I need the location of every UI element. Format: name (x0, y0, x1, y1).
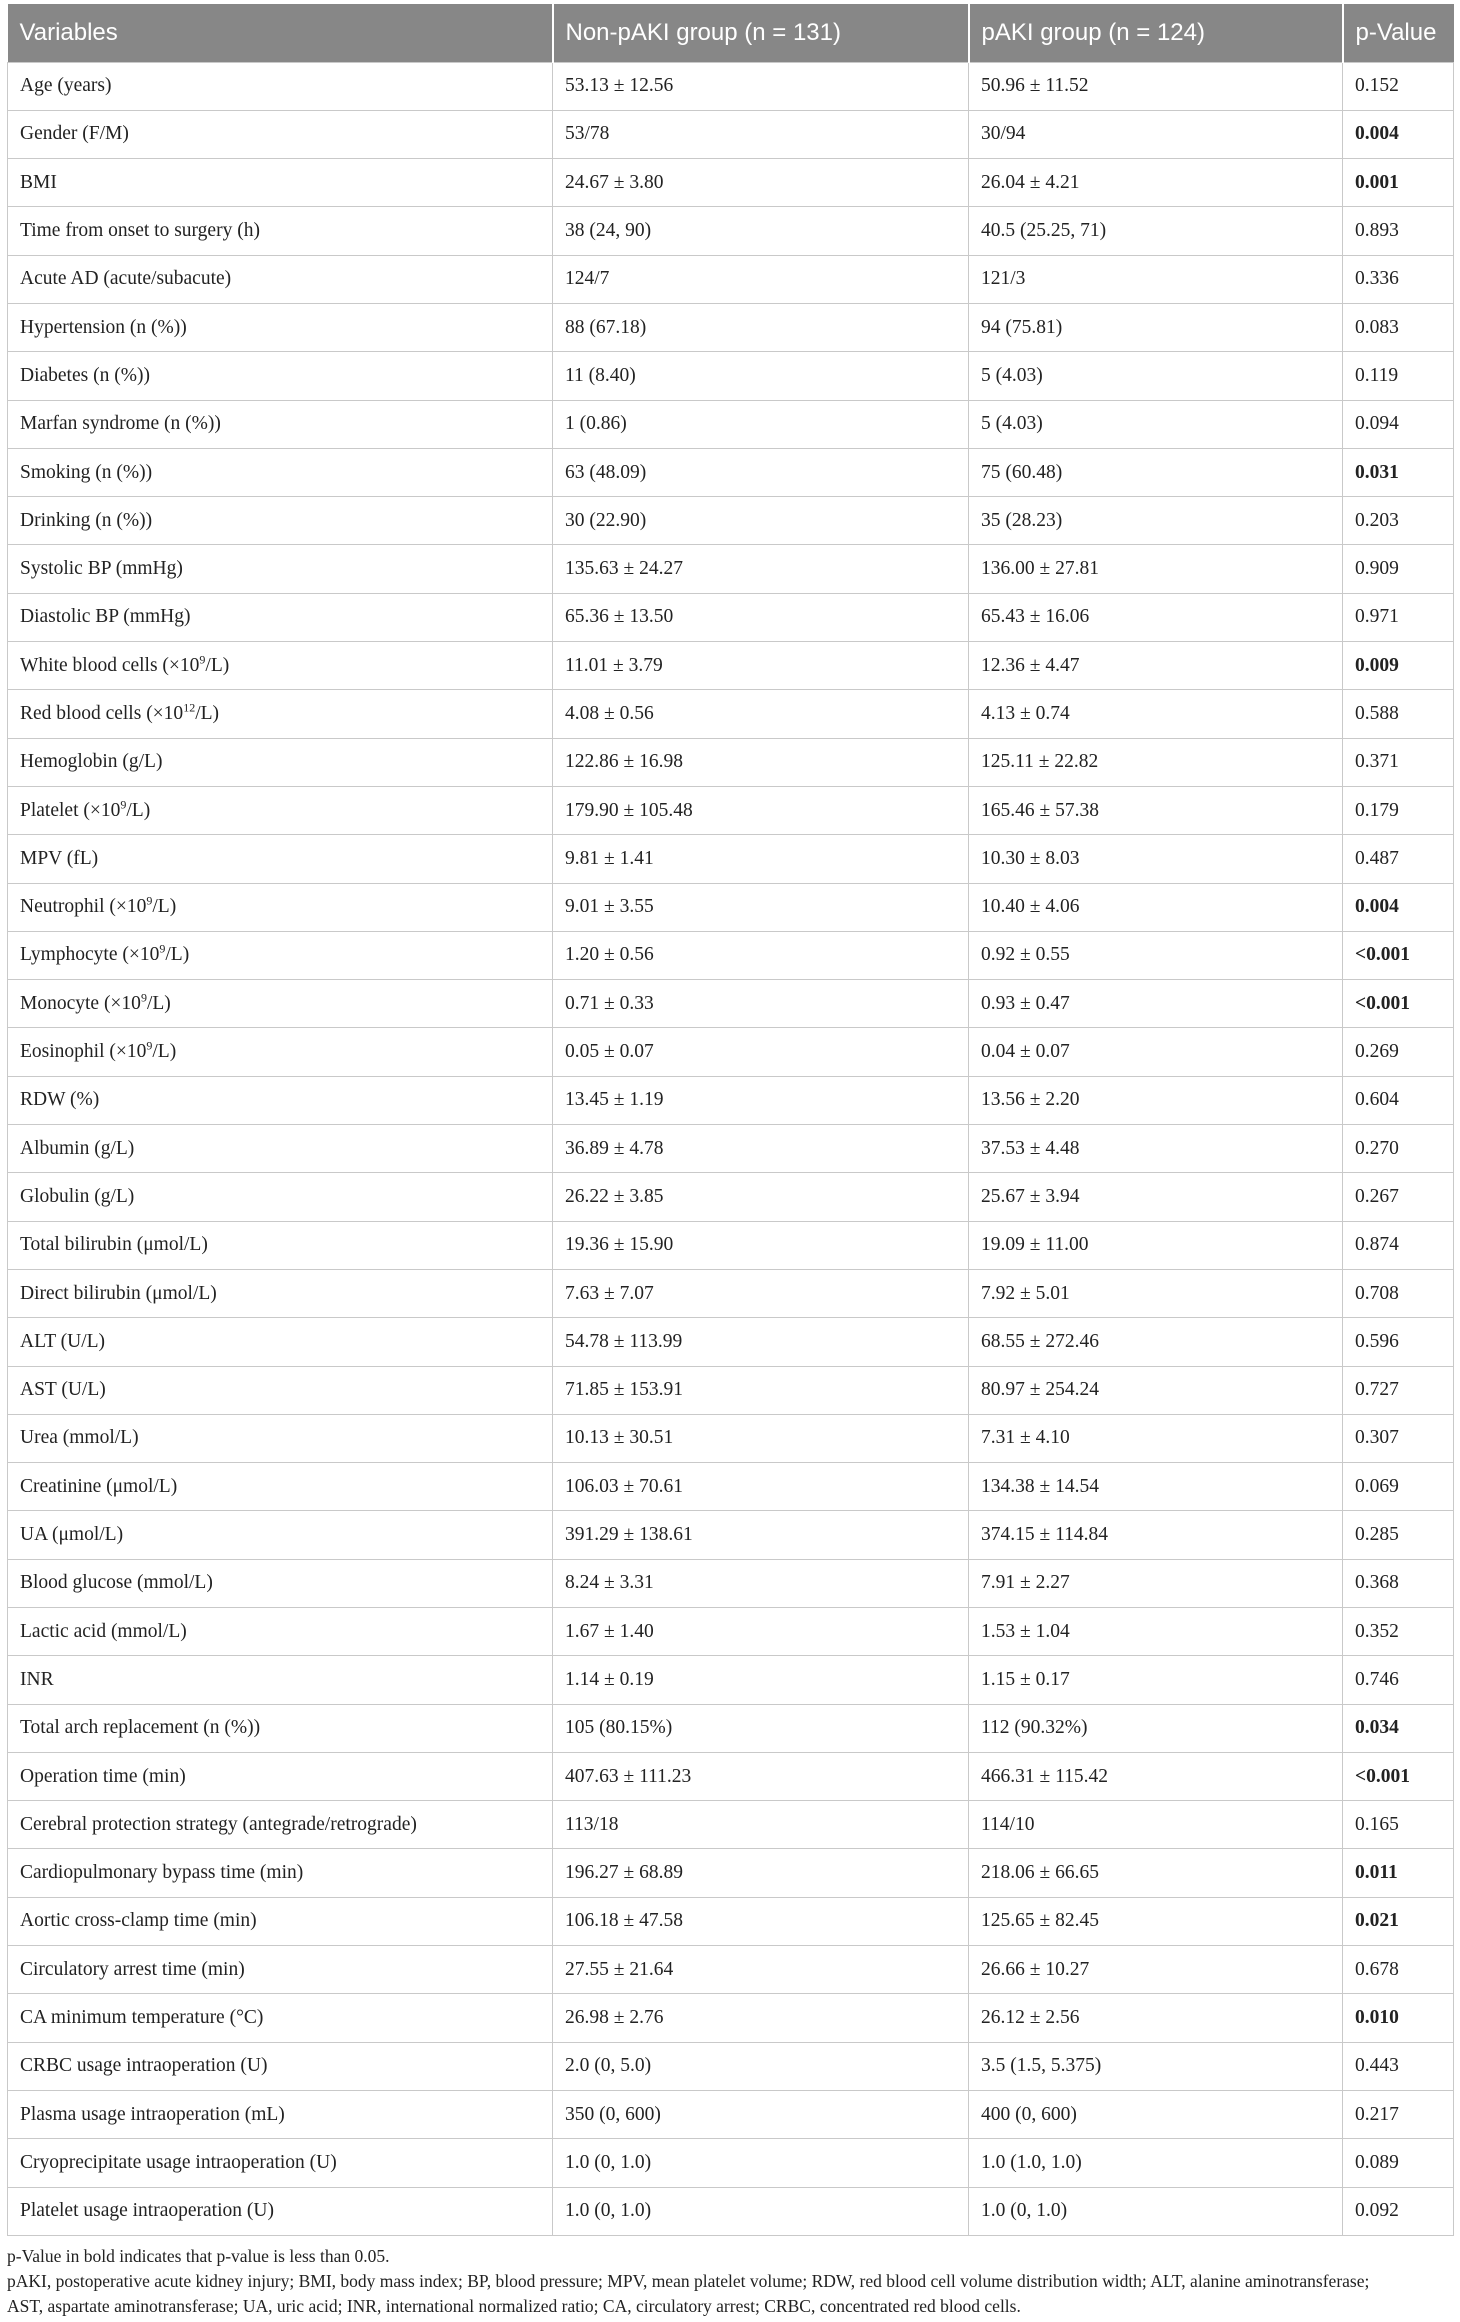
variable-cell (8, 1801, 553, 1849)
p-value: 0.893 (1343, 207, 1454, 255)
pAKI-value: 125.65 ± 82.45 (969, 1897, 1343, 1945)
variable-cell (8, 642, 553, 690)
pAKI-value: 7.92 ± 5.01 (969, 1269, 1343, 1317)
variable-label: Marfan syndrome (n (%)) (20, 413, 221, 435)
non-pAKI-value: 135.63 ± 24.27 (553, 545, 969, 593)
variable-label: Operation time (min) (20, 1765, 186, 1787)
variable-label: Gender (F/M) (20, 123, 129, 145)
variable-label: Cryoprecipitate usage intraoperation (U) (20, 2151, 337, 2173)
variable-unit: /L) (146, 992, 171, 1014)
p-value: 0.270 (1343, 1125, 1454, 1173)
p-value: 0.269 (1343, 1028, 1454, 1076)
pAKI-value: 68.55 ± 272.46 (969, 1318, 1343, 1366)
table-row (8, 2139, 1454, 2187)
table-row (8, 1028, 1454, 1076)
pAKI-value: 35 (28.23) (969, 497, 1343, 545)
pAKI-value: 94 (75.81) (969, 303, 1343, 351)
p-value: 0.004 (1343, 883, 1454, 931)
table-row (8, 1704, 1454, 1752)
non-pAKI-value: 1.14 ± 0.19 (553, 1656, 969, 1704)
variable-cell (8, 1897, 553, 1945)
p-value: 0.678 (1343, 1946, 1454, 1994)
p-value: 0.069 (1343, 1463, 1454, 1511)
variable-cell (8, 1125, 553, 1173)
variable-cell (8, 593, 553, 641)
non-pAKI-value: 196.27 ± 68.89 (553, 1849, 969, 1897)
pAKI-value: 26.04 ± 4.21 (969, 159, 1343, 207)
non-pAKI-value: 30 (22.90) (553, 497, 969, 545)
variable-unit: /L) (195, 703, 220, 724)
p-value: 0.285 (1343, 1511, 1454, 1559)
variable-cell (8, 303, 553, 351)
pAKI-value: 5 (4.03) (969, 352, 1343, 400)
variable-exponent: 9 (120, 797, 127, 812)
table-row (8, 931, 1454, 979)
non-pAKI-value: 71.85 ± 153.91 (553, 1366, 969, 1414)
non-pAKI-value: 106.18 ± 47.58 (553, 1897, 969, 1945)
variable-label: Eosinophil (×10 (20, 1041, 147, 1063)
table-row (8, 1463, 1454, 1511)
pAKI-value: 37.53 ± 4.48 (969, 1125, 1343, 1173)
table-row (8, 835, 1454, 883)
variable-cell (8, 207, 553, 255)
header-variables: Variables (8, 4, 553, 62)
variable-exponent: 9 (140, 990, 147, 1005)
table-row (8, 1414, 1454, 1462)
variable-label: Total arch replacement (n (%)) (20, 1717, 261, 1739)
pAKI-value: 374.15 ± 114.84 (969, 1511, 1343, 1559)
variable-cell (8, 2042, 553, 2090)
variable-label: Total bilirubin (μmol/L) (20, 1234, 208, 1256)
pAKI-value: 400 (0, 600) (969, 2090, 1343, 2138)
pAKI-value: 1.53 ± 1.04 (969, 1608, 1343, 1656)
variable-cell (8, 1752, 553, 1800)
variable-cell (8, 1511, 553, 1559)
pAKI-value: 218.06 ± 66.65 (969, 1849, 1343, 1897)
pAKI-value: 80.97 ± 254.24 (969, 1366, 1343, 1414)
variable-cell (8, 1221, 553, 1269)
variable-label: Direct bilirubin (μmol/L) (20, 1282, 217, 1304)
table-row (8, 1608, 1454, 1656)
p-value: <0.001 (1343, 980, 1454, 1028)
pAKI-value: 12.36 ± 4.47 (969, 642, 1343, 690)
table-row (8, 448, 1454, 496)
variable-cell (8, 1076, 553, 1124)
p-value: <0.001 (1343, 1752, 1454, 1800)
non-pAKI-value: 391.29 ± 138.61 (553, 1511, 969, 1559)
non-pAKI-value: 4.08 ± 0.56 (553, 690, 969, 738)
pAKI-value: 10.40 ± 4.06 (969, 883, 1343, 931)
non-pAKI-value: 407.63 ± 111.23 (553, 1752, 969, 1800)
characteristics-table (7, 4, 1454, 2236)
p-value: 0.011 (1343, 1849, 1454, 1897)
variable-cell (8, 159, 553, 207)
p-value: 0.596 (1343, 1318, 1454, 1366)
variable-label: BMI (20, 171, 57, 193)
pAKI-value: 65.43 ± 16.06 (969, 593, 1343, 641)
variable-exponent: 9 (159, 941, 166, 956)
variable-label: Red blood cells (×10 (20, 703, 184, 724)
table-row (8, 690, 1454, 738)
p-value: 0.443 (1343, 2042, 1454, 2090)
pAKI-value: 75 (60.48) (969, 448, 1343, 496)
variable-label: Lactic acid (mmol/L) (20, 1620, 187, 1642)
variable-label: Aortic cross-clamp time (min) (20, 1910, 257, 1932)
non-pAKI-value: 7.63 ± 7.07 (553, 1269, 969, 1317)
p-value: 0.089 (1343, 2139, 1454, 2187)
variable-cell (8, 1946, 553, 1994)
pAKI-value: 1.0 (0, 1.0) (969, 2187, 1343, 2235)
p-value: 0.094 (1343, 400, 1454, 448)
variable-cell (8, 1269, 553, 1317)
variable-unit: /L) (205, 654, 230, 676)
table-footnotes (7, 2244, 1453, 2319)
p-value: 0.217 (1343, 2090, 1454, 2138)
variable-label: UA (μmol/L) (20, 1524, 124, 1546)
p-value: 0.092 (1343, 2187, 1454, 2235)
table-row (8, 1559, 1454, 1607)
variable-cell (8, 738, 553, 786)
variable-unit: /L) (126, 799, 151, 821)
p-value: 0.165 (1343, 1801, 1454, 1849)
variable-cell (8, 1608, 553, 1656)
variable-label: MPV (fL) (20, 847, 99, 869)
pAKI-value: 3.5 (1.5, 5.375) (969, 2042, 1343, 2090)
p-value: 0.009 (1343, 642, 1454, 690)
variable-label: Platelet (×10 (20, 799, 121, 821)
variable-cell (8, 1366, 553, 1414)
table-row (8, 1897, 1454, 1945)
table-row (8, 159, 1454, 207)
variable-cell (8, 110, 553, 158)
table-row (8, 110, 1454, 158)
non-pAKI-value: 24.67 ± 3.80 (553, 159, 969, 207)
variable-cell (8, 1849, 553, 1897)
pAKI-value: 136.00 ± 27.81 (969, 545, 1343, 593)
table-row (8, 1946, 1454, 1994)
variable-cell (8, 1463, 553, 1511)
pAKI-value: 121/3 (969, 255, 1343, 303)
variable-label: Drinking (n (%)) (20, 509, 153, 531)
p-value: 0.336 (1343, 255, 1454, 303)
non-pAKI-value: 10.13 ± 30.51 (553, 1414, 969, 1462)
pAKI-value: 26.66 ± 10.27 (969, 1946, 1343, 1994)
table-row (8, 1849, 1454, 1897)
table-row (8, 255, 1454, 303)
variable-label: Creatinine (μmol/L) (20, 1475, 178, 1497)
non-pAKI-value: 36.89 ± 4.78 (553, 1125, 969, 1173)
variable-cell (8, 931, 553, 979)
variable-label: Monocyte (×10 (20, 992, 141, 1014)
variable-cell (8, 1173, 553, 1221)
p-value: 0.119 (1343, 352, 1454, 400)
variable-unit: /L) (165, 944, 190, 966)
p-value: 0.010 (1343, 1994, 1454, 2042)
p-value: 0.152 (1343, 62, 1454, 110)
table-row (8, 883, 1454, 931)
variable-label: Blood glucose (mmol/L) (20, 1572, 213, 1594)
variable-exponent: 9 (146, 1038, 153, 1053)
variable-label: Circulatory arrest time (min) (20, 1958, 245, 1980)
non-pAKI-value: 1.67 ± 1.40 (553, 1608, 969, 1656)
non-pAKI-value: 113/18 (553, 1801, 969, 1849)
pAKI-value: 5 (4.03) (969, 400, 1343, 448)
pAKI-value: 1.15 ± 0.17 (969, 1656, 1343, 1704)
non-pAKI-value: 19.36 ± 15.90 (553, 1221, 969, 1269)
non-pAKI-value: 9.01 ± 3.55 (553, 883, 969, 931)
pAKI-value: 26.12 ± 2.56 (969, 1994, 1343, 2042)
table-row (8, 303, 1454, 351)
table-row (8, 497, 1454, 545)
pAKI-value: 40.5 (25.25, 71) (969, 207, 1343, 255)
non-pAKI-value: 122.86 ± 16.98 (553, 738, 969, 786)
p-value: 0.307 (1343, 1414, 1454, 1462)
table-row (8, 545, 1454, 593)
footnote-abbreviations-2: AST, aspartate aminotransferase; UA, uric acid; INR, international normalized ratio; CA, circulatory arrest; CRBC, concentrated red blood cells. (7, 2296, 1021, 2316)
table-row (8, 1994, 1454, 2042)
table-row (8, 400, 1454, 448)
variable-label: Globulin (g/L) (20, 1185, 135, 1207)
pAKI-value: 134.38 ± 14.54 (969, 1463, 1343, 1511)
p-value: 0.203 (1343, 497, 1454, 545)
variable-cell (8, 1994, 553, 2042)
pAKI-value: 13.56 ± 2.20 (969, 1076, 1343, 1124)
variable-unit: /L) (152, 1041, 177, 1063)
footnote-abbreviations-1: pAKI, postoperative acute kidney injury; BMI, body mass index; BP, blood pressure; MPV, mean platelet volume; RDW, red blood cell volume distribution width; ALT, alanine aminotransferase; (7, 2271, 1370, 2291)
variable-cell (8, 352, 553, 400)
non-pAKI-value: 1.0 (0, 1.0) (553, 2139, 969, 2187)
non-pAKI-value: 1 (0.86) (553, 400, 969, 448)
variable-label: Diabetes (n (%)) (20, 364, 150, 386)
p-value: 0.368 (1343, 1559, 1454, 1607)
p-value: 0.487 (1343, 835, 1454, 883)
variable-label: Hypertension (n (%)) (20, 316, 187, 338)
p-value: 0.352 (1343, 1608, 1454, 1656)
non-pAKI-value: 88 (67.18) (553, 303, 969, 351)
pAKI-value: 1.0 (1.0, 1.0) (969, 2139, 1343, 2187)
variable-cell (8, 497, 553, 545)
variable-label: Albumin (g/L) (20, 1137, 135, 1159)
p-value: 0.031 (1343, 448, 1454, 496)
non-pAKI-value: 8.24 ± 3.31 (553, 1559, 969, 1607)
non-pAKI-value: 11 (8.40) (553, 352, 969, 400)
non-pAKI-value: 1.20 ± 0.56 (553, 931, 969, 979)
table-row (8, 2187, 1454, 2235)
variable-label: CRBC usage intraoperation (U) (20, 2055, 268, 2077)
non-pAKI-value: 54.78 ± 113.99 (553, 1318, 969, 1366)
p-value: 0.727 (1343, 1366, 1454, 1414)
p-value: <0.001 (1343, 931, 1454, 979)
table-row (8, 1269, 1454, 1317)
variable-cell (8, 980, 553, 1028)
pAKI-value: 114/10 (969, 1801, 1343, 1849)
table-row (8, 1656, 1454, 1704)
variable-label: Age (years) (20, 75, 112, 97)
p-value: 0.267 (1343, 1173, 1454, 1221)
pAKI-value: 466.31 ± 115.42 (969, 1752, 1343, 1800)
non-pAKI-value: 179.90 ± 105.48 (553, 786, 969, 834)
header-pAKI: pAKI group (n = 124) (969, 4, 1343, 62)
variable-label: Neutrophil (×10 (20, 896, 147, 918)
variable-exponent: 9 (146, 893, 153, 908)
table-row (8, 980, 1454, 1028)
variable-label: Hemoglobin (g/L) (20, 751, 163, 773)
pAKI-value: 7.91 ± 2.27 (969, 1559, 1343, 1607)
pAKI-value: 7.31 ± 4.10 (969, 1414, 1343, 1462)
table-row (8, 593, 1454, 641)
non-pAKI-value: 105 (80.15%) (553, 1704, 969, 1752)
non-pAKI-value: 26.98 ± 2.76 (553, 1994, 969, 2042)
p-value: 0.004 (1343, 110, 1454, 158)
variable-label: Smoking (n (%)) (20, 461, 153, 483)
non-pAKI-value: 53/78 (553, 110, 969, 158)
variable-cell (8, 62, 553, 110)
table-row (8, 738, 1454, 786)
table-header (8, 4, 1454, 62)
pAKI-value: 4.13 ± 0.74 (969, 690, 1343, 738)
table-row (8, 1366, 1454, 1414)
non-pAKI-value: 38 (24, 90) (553, 207, 969, 255)
table-row (8, 62, 1454, 110)
p-value: 0.708 (1343, 1269, 1454, 1317)
variable-label: AST (U/L) (20, 1379, 106, 1401)
non-pAKI-value: 2.0 (0, 5.0) (553, 2042, 969, 2090)
table-row (8, 2090, 1454, 2138)
p-value: 0.034 (1343, 1704, 1454, 1752)
variable-cell (8, 255, 553, 303)
table-row (8, 2042, 1454, 2090)
variable-label: Cardiopulmonary bypass time (min) (20, 1862, 304, 1884)
variable-label: ALT (U/L) (20, 1330, 106, 1352)
p-value: 0.083 (1343, 303, 1454, 351)
table-row (8, 1076, 1454, 1124)
variable-unit: /L) (152, 896, 177, 918)
non-pAKI-value: 0.05 ± 0.07 (553, 1028, 969, 1076)
pAKI-value: 0.93 ± 0.47 (969, 980, 1343, 1028)
variable-cell (8, 786, 553, 834)
variable-cell (8, 1704, 553, 1752)
variable-label: CA minimum temperature (°C) (20, 2007, 264, 2029)
p-value: 0.746 (1343, 1656, 1454, 1704)
variable-cell (8, 400, 553, 448)
pAKI-value: 0.92 ± 0.55 (969, 931, 1343, 979)
pAKI-value: 19.09 ± 11.00 (969, 1221, 1343, 1269)
p-value: 0.971 (1343, 593, 1454, 641)
variable-cell (8, 835, 553, 883)
pAKI-value: 25.67 ± 3.94 (969, 1173, 1343, 1221)
variable-label: Cerebral protection strategy (antegrade/retrograde) (20, 1813, 417, 1835)
header-non-pAKI: Non-pAKI group (n = 131) (553, 4, 969, 62)
variable-cell (8, 1414, 553, 1462)
non-pAKI-value: 65.36 ± 13.50 (553, 593, 969, 641)
variable-cell (8, 1559, 553, 1607)
variable-label: RDW (%) (20, 1089, 100, 1111)
variable-label: Diastolic BP (mmHg) (20, 606, 191, 628)
table-row (8, 1801, 1454, 1849)
non-pAKI-value: 27.55 ± 21.64 (553, 1946, 969, 1994)
pAKI-value: 165.46 ± 57.38 (969, 786, 1343, 834)
table-row (8, 642, 1454, 690)
pAKI-value: 10.30 ± 8.03 (969, 835, 1343, 883)
variable-label: Urea (mmol/L) (20, 1427, 139, 1449)
variable-label: White blood cells (×10 (20, 654, 200, 676)
table-body (8, 62, 1454, 2235)
variable-cell (8, 2139, 553, 2187)
variable-label: Systolic BP (mmHg) (20, 558, 183, 580)
pAKI-value: 125.11 ± 22.82 (969, 738, 1343, 786)
non-pAKI-value: 350 (0, 600) (553, 2090, 969, 2138)
variable-cell (8, 545, 553, 593)
non-pAKI-value: 53.13 ± 12.56 (553, 62, 969, 110)
variable-cell (8, 2090, 553, 2138)
p-value: 0.021 (1343, 1897, 1454, 1945)
header-row (8, 4, 1454, 62)
non-pAKI-value: 26.22 ± 3.85 (553, 1173, 969, 1221)
p-value: 0.001 (1343, 159, 1454, 207)
table-row (8, 207, 1454, 255)
p-value: 0.371 (1343, 738, 1454, 786)
table-row (8, 1318, 1454, 1366)
variable-label: Platelet usage intraoperation (U) (20, 2200, 274, 2222)
non-pAKI-value: 13.45 ± 1.19 (553, 1076, 969, 1124)
pAKI-value: 50.96 ± 11.52 (969, 62, 1343, 110)
table-row (8, 786, 1454, 834)
variable-label: Acute AD (acute/subacute) (20, 268, 232, 290)
pAKI-value: 112 (90.32%) (969, 1704, 1343, 1752)
table-row (8, 1221, 1454, 1269)
variable-cell (8, 1028, 553, 1076)
non-pAKI-value: 106.03 ± 70.61 (553, 1463, 969, 1511)
variable-label: Plasma usage intraoperation (mL) (20, 2103, 285, 2125)
table-row (8, 1511, 1454, 1559)
p-value: 0.179 (1343, 786, 1454, 834)
variable-cell (8, 690, 553, 738)
table-row (8, 1125, 1454, 1173)
variable-exponent: 12 (183, 700, 196, 715)
variable-cell (8, 883, 553, 931)
variable-exponent: 9 (199, 652, 206, 667)
variable-cell (8, 1656, 553, 1704)
non-pAKI-value: 11.01 ± 3.79 (553, 642, 969, 690)
p-value: 0.604 (1343, 1076, 1454, 1124)
non-pAKI-value: 0.71 ± 0.33 (553, 980, 969, 1028)
table-row (8, 352, 1454, 400)
variable-cell (8, 448, 553, 496)
variable-cell (8, 1318, 553, 1366)
pAKI-value: 0.04 ± 0.07 (969, 1028, 1343, 1076)
table-row (8, 1173, 1454, 1221)
p-value: 0.588 (1343, 690, 1454, 738)
footnote-bold-note: p-Value in bold indicates that p-value is less than 0.05. (7, 2246, 390, 2266)
table-row (8, 1752, 1454, 1800)
pAKI-value: 30/94 (969, 110, 1343, 158)
non-pAKI-value: 124/7 (553, 255, 969, 303)
non-pAKI-value: 9.81 ± 1.41 (553, 835, 969, 883)
variable-label: INR (20, 1668, 54, 1690)
variable-label: Lymphocyte (×10 (20, 944, 160, 966)
non-pAKI-value: 1.0 (0, 1.0) (553, 2187, 969, 2235)
header-p-value: p-Value (1343, 4, 1454, 62)
variable-label: Time from onset to surgery (h) (20, 220, 260, 242)
non-pAKI-value: 63 (48.09) (553, 448, 969, 496)
variable-cell (8, 2187, 553, 2235)
p-value: 0.909 (1343, 545, 1454, 593)
p-value: 0.874 (1343, 1221, 1454, 1269)
